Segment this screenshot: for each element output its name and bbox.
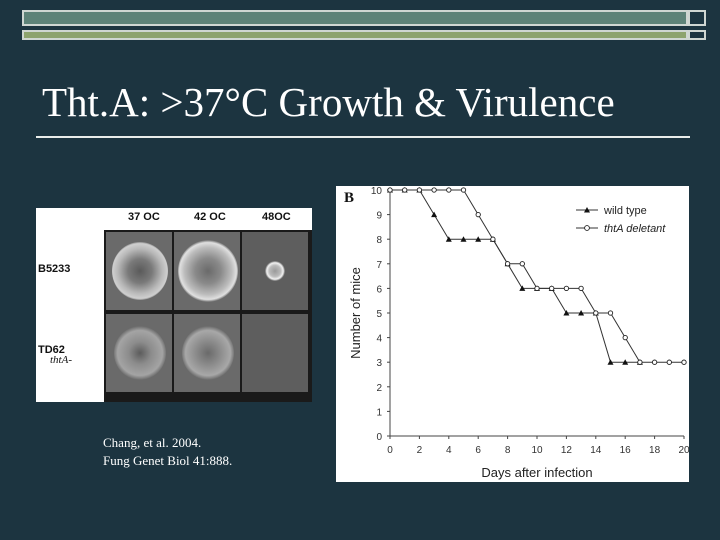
data-point-thta-deletant bbox=[388, 188, 392, 192]
data-point-thta-deletant bbox=[403, 188, 407, 192]
title-divider bbox=[36, 136, 690, 138]
colony-image bbox=[182, 326, 234, 380]
data-point-thta-deletant bbox=[447, 188, 451, 192]
series-line-wild-type bbox=[390, 190, 640, 362]
x-tick-label: 2 bbox=[416, 445, 423, 456]
y-tick-label: 6 bbox=[376, 284, 382, 296]
decorative-header-square-secondary bbox=[688, 30, 706, 40]
legend-label-wild-type: wild type bbox=[604, 205, 647, 217]
x-tick-label: 16 bbox=[619, 445, 631, 456]
data-point-thta-deletant bbox=[491, 237, 495, 241]
x-tick-label: 20 bbox=[678, 445, 689, 456]
panel-label-b: B bbox=[344, 190, 355, 206]
data-point-thta-deletant bbox=[461, 188, 465, 192]
data-point-thta-deletant bbox=[608, 311, 612, 315]
data-point-thta-deletant bbox=[520, 262, 524, 266]
x-tick-label: 10 bbox=[531, 445, 543, 456]
colony-image bbox=[178, 240, 238, 302]
plate-b5233-37 bbox=[106, 232, 172, 310]
survival-chart-svg bbox=[336, 186, 689, 482]
figure-a-colony-plates bbox=[36, 208, 312, 402]
plate-td62-48 bbox=[242, 314, 308, 392]
plate-b5233-48 bbox=[242, 232, 308, 310]
data-point-thta-deletant bbox=[432, 188, 436, 192]
legend-label-thta-deletant: thtA deletant bbox=[604, 223, 666, 235]
x-tick-label: 12 bbox=[560, 445, 572, 456]
y-tick-label: 4 bbox=[376, 333, 382, 345]
y-tick-label: 5 bbox=[376, 309, 382, 320]
x-tick-label: 8 bbox=[504, 445, 511, 456]
data-point-thta-deletant bbox=[476, 212, 480, 216]
y-tick-label: 10 bbox=[370, 186, 382, 197]
data-point-thta-deletant bbox=[652, 360, 656, 364]
y-tick-label: 3 bbox=[376, 358, 382, 370]
data-point-thta-deletant bbox=[623, 335, 627, 339]
data-point-thta-deletant bbox=[550, 286, 554, 290]
citation bbox=[103, 434, 232, 470]
citation-line-2: Fung Genet Biol 41:888. bbox=[103, 453, 233, 468]
data-point-thta-deletant bbox=[638, 360, 642, 364]
figure-b-survival-chart bbox=[336, 186, 689, 482]
plate-b5233-42 bbox=[174, 232, 240, 310]
x-axis-title: Days after infection bbox=[481, 465, 593, 480]
data-point-thta-deletant bbox=[682, 360, 686, 364]
data-point-thta-deletant bbox=[594, 311, 598, 315]
data-point-thta-deletant bbox=[505, 262, 509, 266]
row-label-td62: TD62 bbox=[38, 344, 65, 356]
data-point-thta-deletant bbox=[579, 286, 583, 290]
legend-marker-thta-deletant bbox=[585, 226, 590, 231]
data-point-thta-deletant bbox=[535, 286, 539, 290]
y-tick-label: 7 bbox=[376, 259, 382, 271]
colony-image bbox=[114, 326, 166, 380]
decorative-header-square bbox=[688, 10, 706, 26]
data-point-wild-type bbox=[431, 212, 437, 218]
col-label-42: 42 OC bbox=[194, 211, 226, 223]
y-tick-label: 9 bbox=[376, 210, 382, 222]
y-tick-label: 2 bbox=[376, 382, 382, 394]
y-tick-label: 8 bbox=[376, 235, 382, 247]
decorative-header-bar bbox=[22, 10, 688, 26]
x-tick-label: 4 bbox=[446, 445, 452, 456]
x-tick-label: 6 bbox=[475, 445, 481, 456]
plate-td62-42 bbox=[174, 314, 240, 392]
colony-image bbox=[112, 242, 168, 300]
x-tick-label: 0 bbox=[387, 445, 393, 456]
citation-line-1: Chang, et al. 2004. bbox=[103, 435, 202, 450]
y-tick-label: 0 bbox=[376, 432, 382, 443]
row-label-b5233: B5233 bbox=[38, 263, 71, 275]
col-label-48: 48OC bbox=[262, 211, 291, 223]
slide-title: Tht.A: >37°C Growth & Virulence bbox=[42, 79, 615, 125]
row-label-thta-minus: thtA- bbox=[50, 354, 72, 366]
decorative-header-bar-secondary bbox=[22, 30, 688, 40]
data-point-thta-deletant bbox=[564, 286, 568, 290]
colony-image bbox=[265, 261, 285, 281]
y-axis-title: Number of mice bbox=[348, 267, 363, 359]
data-point-thta-deletant bbox=[417, 188, 421, 192]
plate-td62-37 bbox=[106, 314, 172, 392]
data-point-thta-deletant bbox=[667, 360, 671, 364]
y-tick-label: 1 bbox=[376, 407, 382, 419]
x-tick-label: 18 bbox=[649, 445, 661, 456]
x-tick-label: 14 bbox=[590, 445, 602, 456]
col-label-37: 37 OC bbox=[128, 211, 160, 223]
